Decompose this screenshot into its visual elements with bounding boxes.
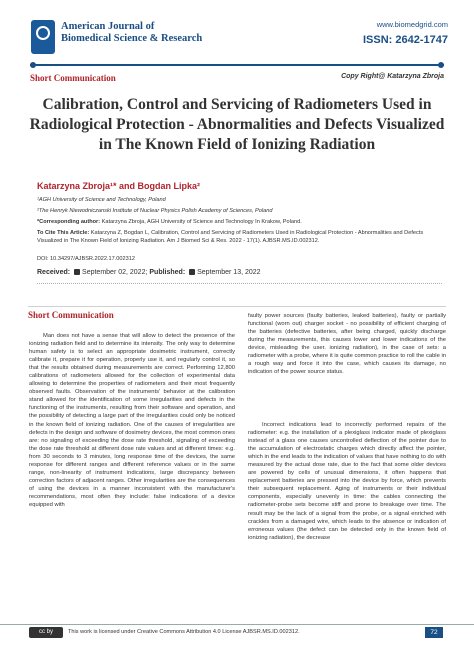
section-divider [28, 306, 446, 307]
received-label: Received: [37, 269, 71, 276]
left-column-text: Man does not have a sense that will allow to detect the presence of the ionizing radiation field and to determine its intensity. The only way to determine human safety is to select an appropriate dosimetric instrument, correctly calibrate it, prepare it for operation, properly use it, and regularly control it, so that the results obtained during measurements are correct. Performing 12,800 calibrations of radiometers allowed for the collection of experimental data allowing to determine the properties of radiometers and their most frequently observed faults. Observation of the instruments' behavior at the calibration stand allowed for the identification of some irregularities and defects in the functioning of the instruments, resulting from their software and operation, and the possibility of detecting a large part of the irregularities could only be noticed in the known field of ionizing radiation. One of the causes of irregularities are defects in the design and software of dosimetry devices, the most common ones are: no signaling of exceeding the dose rate threshold, signaling of exceeding the dose rate threshold at different dose rate values and at different times: e.g. from 30 seconds to 3 minutes, long response time of the devices, the same response for different ranges and different reference values or in the same range, non-linearity of instrument indications, large discrepancy between correction factors of adjacent ranges. Other irregularities are the consequences of using the devices in a manner inconsistent with the manufacturer's recommendations, most often they include: false indications of a device equipped with [29, 333, 235, 508]
right-column-text-2: Incorrect indications lead to incorrectly performed repairs of the radiometer: e.g. the installation of a plexiglass indicator made of plexiglass instead of a glass one causes uncontrolled deflection of the pointer due to the accumulation of electrostatic charges which directly affect the pointer, which in the end leads to the indication of values that have nothing to do with measured by the actual dose rate, due to the fact that some older devices are powered by cells of unusual dimensions, it often happens that replacement batteries are pressed into the device by force, which prevents their subsequent replacement. Aging of instruments or their individual components, especially unevenly in time: the cables connecting the radiometer-probe sets become stiff and prone to breakage over time. The result may be the lack of a signal from the probe, or a signal enriched with crackles from a damaged wire, which leads to the absence or indication of erroneous values (the defect can be detected only in the known field of ionizing radiation), the decrease [248, 422, 446, 541]
citation [37, 229, 442, 245]
corresponding-author [37, 218, 442, 226]
published-label: Published: [149, 269, 186, 276]
calendar-icon [74, 269, 80, 275]
section-heading: Short Communication [28, 310, 114, 320]
journal-name [61, 21, 202, 45]
journal-name-line-1: American Journal of [61, 21, 155, 32]
right-column-text-1: faulty power sources (faulty batteries, leaked batteries), faulty or partially functional (worn out) charger socket - no possibility of efficient charging of the batteries (defective batteries, after being charged, quickly discharge during the measurements, this causes lower and lower indications of the device, misleading the user. ionizing radiation), in the case of sets: a radiometer with a probe, where it is quite common practice to roll the cable in a rough way and force it into the case, which causes its damage, no indication of the power source status. [248, 313, 446, 376]
affiliation-1: ¹AGH University of Science and Technology, Poland [37, 197, 166, 203]
journal-name-line-2: Biomedical Science & Research [61, 33, 203, 44]
cite-label: To Cite This Article: [37, 230, 90, 236]
calendar-icon [189, 269, 195, 275]
affiliation-2: ²The Henryk Niewodniczanski Institute of Nuclear Physics Polish Academy of Sciences, Poland [37, 208, 273, 214]
received-date: September 02, 2022; [82, 269, 148, 276]
copyright: Copy Right@ Katarzyna Zbroja [341, 73, 444, 80]
journal-logo-icon [31, 20, 55, 54]
corresponding-label: *Corresponding author: [37, 219, 101, 225]
issn: ISSN: 2642-1747 [363, 34, 448, 46]
dates [37, 269, 261, 276]
cc-license-icon[interactable]: cc by [29, 627, 63, 638]
article-type: Short Communication [30, 73, 116, 83]
header-divider [30, 64, 444, 66]
cite-text: Katarzyna Z, Bogdan L, Calibration, Control and Servicing of Radiometers Used in Radiological Protection - Abnormalities and Defects Visualized in The Known Field of Ionizing Radiation. Am J Biomed Sci & Res. 2022 - 17(1). AJBSR.MS.ID.002312. [37, 230, 424, 244]
corresponding-text: Katarzyna Zbroja, AGH University of Science and Technology In Krakow, Poland. [100, 219, 302, 225]
doi[interactable]: DOI: 10.34297/AJBSR.2022.17.002312 [37, 256, 135, 262]
published-date: September 13, 2022 [197, 269, 261, 276]
website-link[interactable]: www.biomedgrid.com [376, 20, 448, 29]
license-text: This work is licensed under Creative Commons Attribution 4.0 License AJBSR.MS.ID.002312. [68, 629, 300, 635]
page-number: 72 [425, 627, 443, 638]
meta-divider [37, 283, 442, 284]
authors: Katarzyna Zbroja¹* and Bogdan Lipka² [37, 181, 201, 191]
article-title: Calibration, Control and Servicing of Radiometers Used in Radiological Protection - Abnormalities and Defects Visualized in The Known Field of Ionizing Radiation [29, 96, 445, 153]
